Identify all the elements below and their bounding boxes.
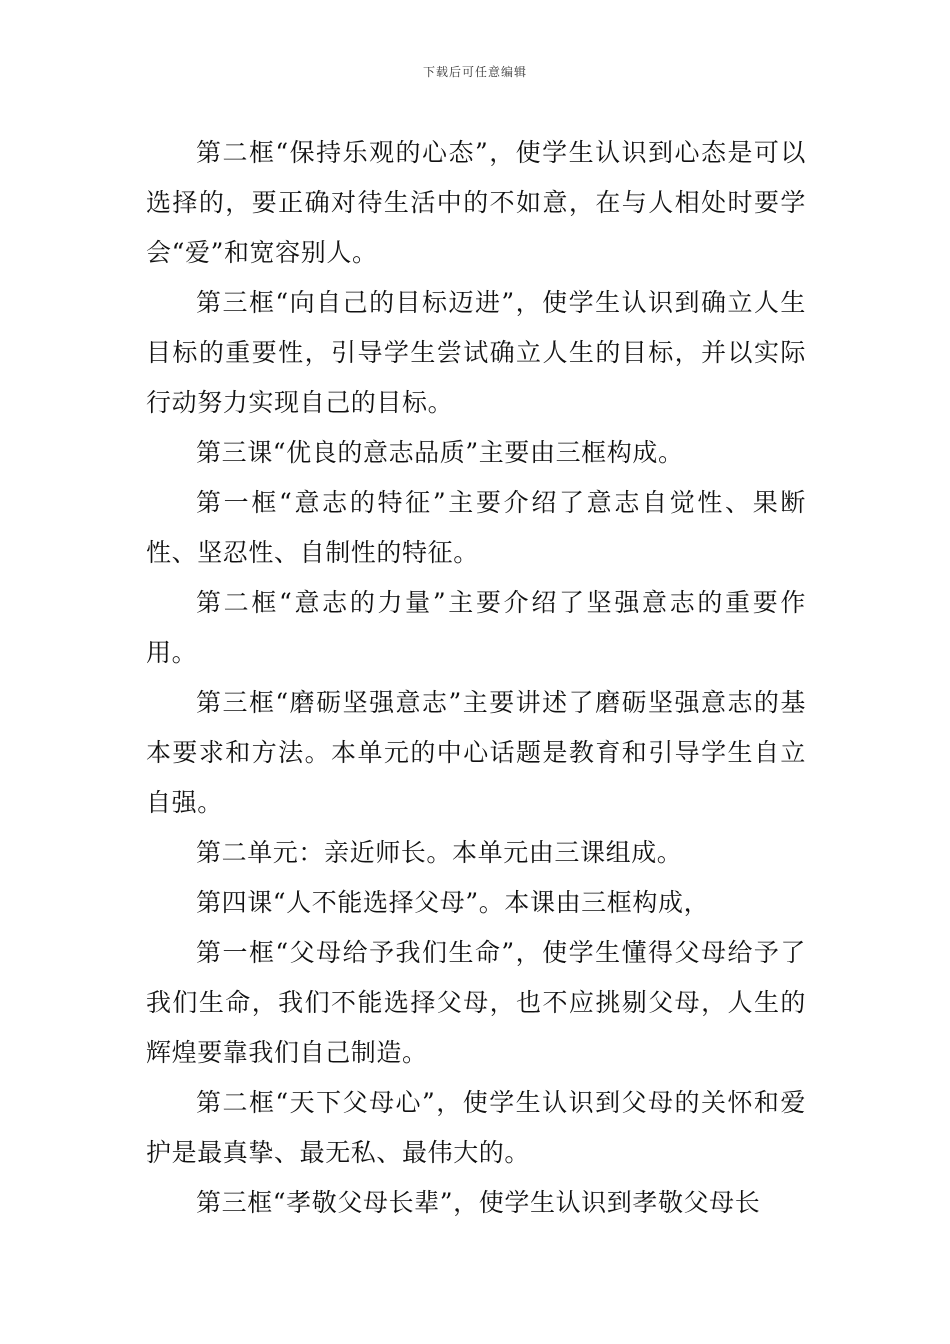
paragraph: 第三课“优良的意志品质”主要由三框构成。 — [196, 438, 684, 467]
paragraph: 第三框“向自己的目标迈进”，使学生认识到确立人生目标的重要性，引导学生尝试确立人生的目标，并以实际行动努力实现自己的目标。 — [146, 288, 806, 417]
page-header: 下载后可任意编辑 — [422, 65, 527, 79]
paragraph: 第二单元：亲近师长。本单元由三课组成。 — [196, 838, 683, 867]
paragraph: 第四课“人不能选择父母”。本课由三框构成， — [196, 888, 710, 917]
paragraph: 第一框“意志的特征”主要介绍了意志自觉性、果断性、坚忍性、自制性的特征。 — [146, 488, 806, 567]
paragraph: 第二框“保持乐观的心态”，使学生认识到心态是可以选择的，要正确对待生活中的不如意，在与人相处时要学会“爱”和宽容别人。 — [146, 138, 806, 267]
paragraph: 第二框“天下父母心”，使学生认识到父母的关怀和爱护是最真挚、最无私、最伟大的。 — [146, 1088, 806, 1167]
paragraph: 第二框“意志的力量”主要介绍了坚强意志的重要作用。 — [146, 588, 806, 667]
paragraph: 第三框“磨砺坚强意志”主要讲述了磨砺坚强意志的基本要求和方法。本单元的中心话题是教育和引导学生自立自强。 — [146, 688, 806, 817]
paragraph: 第一框“父母给予我们生命”，使学生懂得父母给予了我们生命，我们不能选择父母，也不应挑剔父母，人生的辉煌要靠我们自己制造。 — [146, 938, 806, 1067]
document-body — [146, 128, 806, 1228]
paragraph: 第三框“孝敬父母长辈”，使学生认识到孝敬父母长 — [196, 1188, 761, 1217]
